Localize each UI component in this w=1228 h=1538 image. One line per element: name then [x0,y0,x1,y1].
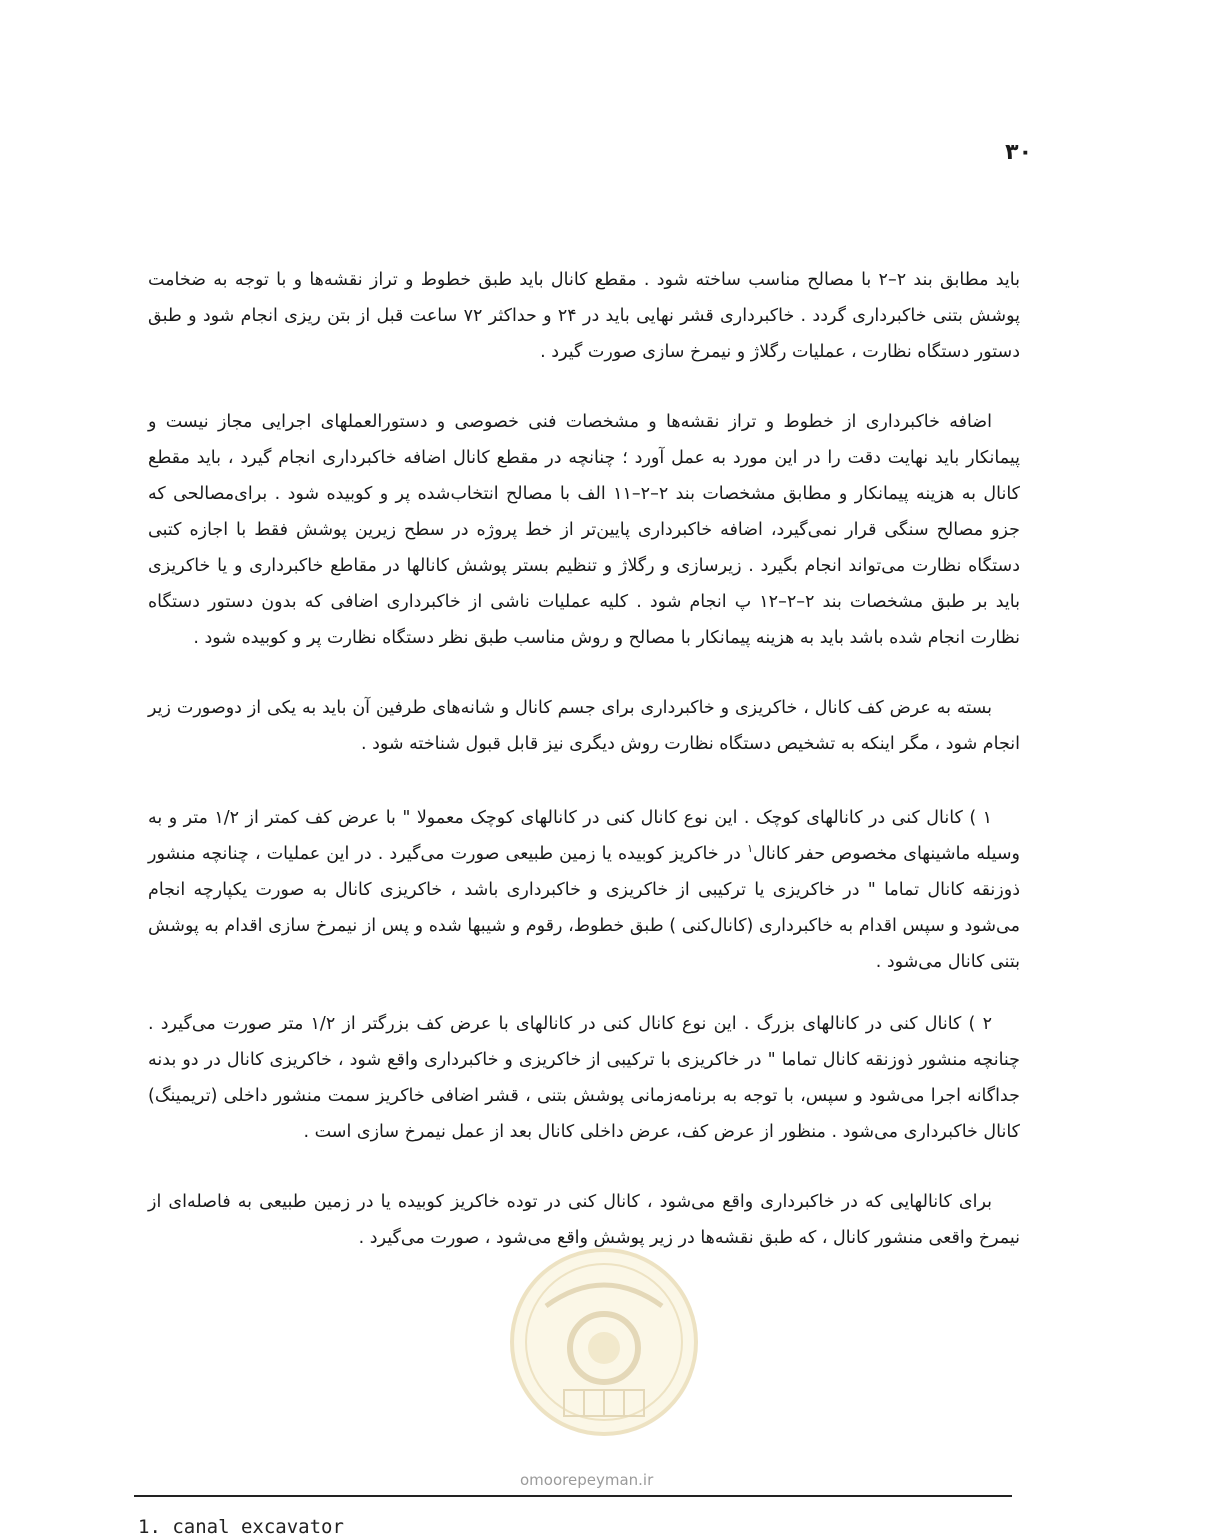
footnote-divider [134,1495,1012,1497]
footnote-text: 1. canal excavator [138,1516,344,1538]
paragraph-3: بسته به عرض کف کانال ، خاکریزی و خاکبرداری برای جسم کانال و شانه‌های طرفین آن باید به یکی از دوصورت زیر انجام شود ، مگر اینکه به تشخیص دستگاه نظارت روش دیگری نیز قابل قبول شناخته شود . [148,698,1020,754]
footnote-reference: ۱ [747,842,753,856]
watermark-url: omoorepeyman.ir [520,1471,654,1489]
document-body [148,262,1020,1256]
paragraph-1: باید مطابق بند ۲–۲ با مصالح مناسب ساخته شود . مقطع کانال باید طبق خطوط و تراز نقشه‌ها و با توجه به ضخامت پوشش بتنی خاکبرداری گردد . خاکبرداری قشر نهایی باید در ۲۴ و حداکثر ۷۲ ساعت قبل از بتن ریزی انجام شود و طبق دستور دستگاه نظارت ، عملیات رگلاژ و نیمرخ سازی صورت گیرد . [148,270,1021,362]
list-item-1 [148,800,1020,980]
paragraph-2: اضافه خاکبرداری از خطوط و تراز نقشه‌ها و مشخصات فنی خصوصی و دستورالعملهای اجرایی مجاز نیست و پیمانکار باید نهایت دقت را در این مورد به عمل آورد ؛ چنانچه در مقطع کانال اضافه خاکبرداری انجام گیرد ، باید مقطع کانال به هزینه پیمانکار و مطابق مشخصات بند ۲–۲–۱۱ الف با مصالح انتخاب‌شده پر و کوبیده شود . برای‌مصالحی که جزو مصالح سنگی قرار نمی‌گیرد، اضافه خاکبرداری پایین‌تر از خط پروژه در سطح زیرین پوشش فقط با اجازه کتبی دستگاه نظارت می‌تواند انجام بگیرد . زیرسازی و رگلاژ و تنظیم بستر پوشش کانالها در مقاطع خاکبرداری و یا خاکریزی باید بر طبق مشخصات بند ۲–۲–۱۲ پ انجام شود . کلیه عملیات ناشی از خاکبرداری اضافی که بدون دستور دستگاه نظارت انجام شده باشد باید به هزینه پیمانکار با مصالح و روش مناسب طبق نظر دستگاه نظارت پر و کوبیده شود . [148,412,1020,648]
list-item-1-text-a: ۱ ) کانال کنی در کانالهای کوچک . این نوع کانال کنی در کانالهای کوچک معمولا " با عرض کف کمتر از ۱/۲ متر و به وسیله ماشینهای مخصوص حفر کانال [148,808,1020,864]
list-item-1-text-b: در خاکریز کوبیده یا زمین طبیعی صورت می‌گیرد . در این عملیات ، چنانچه منشور ذوزنقه کانال تماما " در خاکریزی یا ترکیبی از خاکریزی و خاکبرداری باشد ، خاکریزی کانال به صورت یکپارچه انجام می‌شود و سپس اقدام به خاکبرداری (کانال‌کنی ) طبق خطوط، رقوم و شیبها شده و پس از نیمرخ سازی اقدام به پوشش بتنی کانال می‌شود . [148,844,1020,972]
list-item-2: ۲ ) کانال کنی در کانالهای بزرگ . این نوع کانال کنی در کانالهای با عرض کف بزرگتر از ۱/۲ متر صورت می‌گیرد . چنانچه منشور ذوزنقه کانال تماما " در خاکریزی با ترکیبی از خاکریزی و خاکبرداری واقع شود ، خاکریزی کانال در دو بدنه جداگانه اجرا می‌شود و سپس، با توجه به برنامه‌زمانی پوشش بتنی ، قشر اضافی خاکریز سمت منشور داخلی (تریمینگ) کانال خاکبرداری می‌شود . منظور از عرض کف، عرض داخلی کانال بعد از عمل نیمرخ سازی است . [148,1014,1020,1142]
paragraph-4: برای کانالهایی که در خاکبرداری واقع می‌شود ، کانال کنی در توده خاکریز کوبیده یا در زمین طبیعی به فاصله‌ای از نیمرخ واقعی منشور کانال ، که طبق نقشه‌ها در زیر پوشش واقع می‌شود ، صورت می‌گیرد . [148,1192,1020,1248]
stamp-seal-icon [506,1244,702,1440]
page-number: ۳۰ [1005,140,1032,165]
